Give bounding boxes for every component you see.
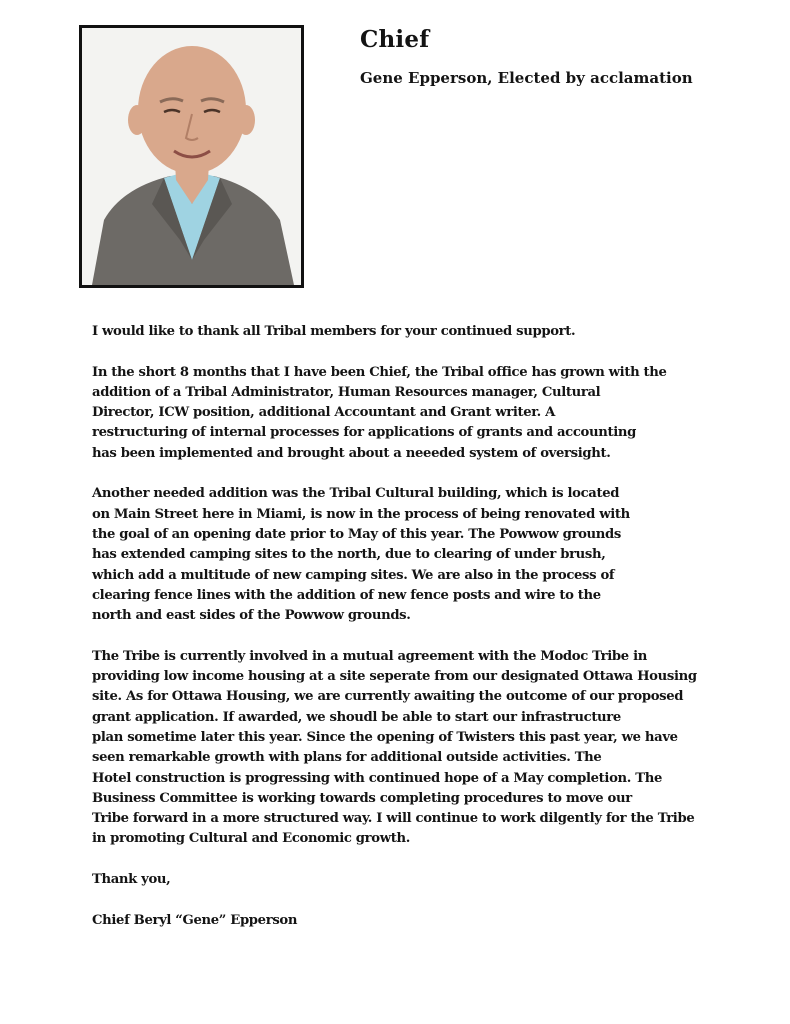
page-subtitle: Gene Epperson, Elected by acclamation [360,69,693,87]
letter-line: which add a multitude of new camping sites. We are also in the process of [92,567,615,583]
letter-line: Tribe forward in a more structured way. I will continue to work dilgently for the Tribe [92,811,695,827]
letter-line: the goal of an opening date prior to May of this year. The Powwow grounds [92,526,621,542]
letter-line: grant application. If awarded, we shoudl be able to start our infrastructure [92,709,621,725]
letter-body [92,322,712,951]
letter-line: The Tribe is currently involved in a mutual agreement with the Modoc Tribe in [92,648,647,664]
letter-line: site. As for Ottawa Housing, we are currently awaiting the outcome of our proposed [92,689,684,705]
letter-line: has extended camping sites to the north, due to clearing of under brush, [92,547,606,563]
letter-line: north and east sides of the Powwow grounds. [92,608,411,624]
chief-portrait [79,25,304,288]
letter-signature [92,911,712,931]
letter-line: In the short 8 months that I have been Chief, the Tribal office has grown with the [92,364,667,380]
page-title: Chief [360,26,430,53]
letter-paragraph-housing [92,647,712,850]
letter-line: Business Committee is working towards completing procedures to move our [92,790,632,806]
letter-line: on Main Street here in Miami, is now in the process of being renovated with [92,506,630,522]
letter-line: clearing fence lines with the addition of new fence posts and wire to the [92,587,601,603]
letter-line: Hotel construction is progressing with continued hope of a May completion. The [92,770,662,786]
letter-line: Another needed addition was the Tribal Cultural building, which is located [92,486,620,502]
letter-line: providing low income housing at a site seperate from our designated Ottawa Housing [92,669,697,685]
letter-line: restructuring of internal processes for applications of grants and accounting [92,425,636,441]
letter-line: Chief Beryl “Gene” Epperson [92,912,298,928]
letter-line: I would like to thank all Tribal members for your continued support. [92,324,576,339]
letter-line: Director, ICW position, additional Accountant and Grant writer. A [92,405,556,421]
letter-line: addition of a Tribal Administrator, Human Resources manager, Cultural [92,384,601,400]
letter-closing [92,870,712,890]
letter-line: plan sometime later this year. Since the opening of Twisters this past year, we have [92,729,678,745]
letter-paragraph-office-growth [92,363,712,464]
letter-paragraph-cultural-building [92,484,712,626]
letter-line: in promoting Cultural and Economic growth. [92,831,410,847]
letter-paragraph-thanks [92,322,712,342]
chief-portrait-illustration [82,28,301,285]
letter-line: has been implemented and brought about a neeeded system of oversight. [92,445,611,461]
letter-line: Thank you, [92,872,171,888]
portrait-head [138,46,246,174]
letter-line: seen remarkable growth with plans for additional outside activities. The [92,750,602,766]
